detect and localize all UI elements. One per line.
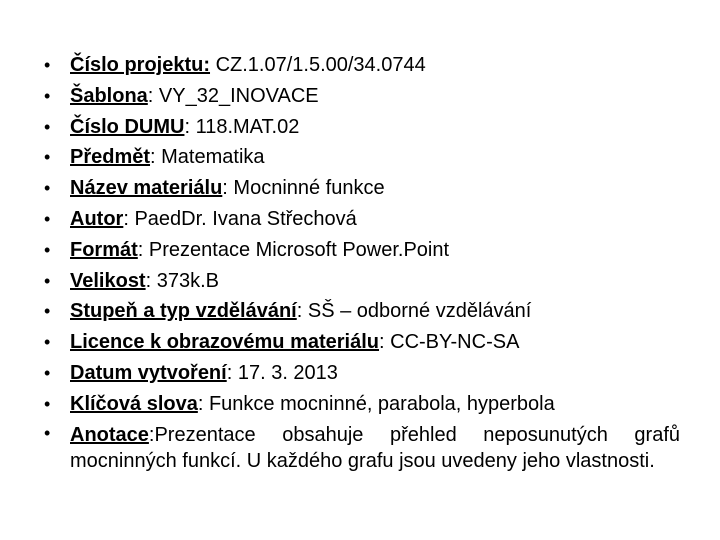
item-label: Licence k obrazovému materiálu — [70, 331, 380, 354]
item-label: Číslo projektu: — [70, 54, 211, 76]
bullet: • — [44, 332, 51, 353]
item-value: : Prezentace Microsoft Power.Point — [137, 238, 450, 261]
item-value: : Matematika — [150, 146, 265, 169]
bullet: • — [44, 208, 51, 229]
bullet: • — [44, 270, 51, 291]
item-label: Datum vytvoření — [70, 361, 227, 384]
list-item-format — [40, 235, 680, 266]
list-item-date-created — [40, 358, 680, 389]
item-label: Klíčová slova — [70, 392, 198, 415]
item-value: : 118.MAT.02 — [184, 115, 300, 138]
metadata-list — [40, 50, 680, 474]
item-value: : 373k.B — [145, 269, 219, 292]
list-item-keywords — [40, 389, 680, 420]
item-value: : 17. 3. 2013 — [226, 361, 338, 384]
item-value: CZ.1.07/1.5.00/34.0744 — [210, 54, 426, 76]
item-value: : Mocninné funkce — [222, 177, 385, 200]
item-value: : SŠ – odborné vzdělávání — [296, 300, 532, 323]
bullet: • — [44, 55, 51, 75]
item-value: : CC-BY-NC-SA — [379, 331, 520, 354]
bullet: • — [44, 178, 51, 199]
list-item-education-level — [40, 296, 680, 327]
list-item-annotation — [40, 420, 680, 474]
bullet: • — [44, 393, 51, 414]
item-label: Název materiálu — [70, 177, 223, 200]
item-label: Šablona — [70, 84, 148, 107]
list-item-subject — [40, 142, 680, 173]
item-label: Velikost — [70, 269, 146, 292]
list-item-project-number — [40, 50, 680, 81]
bullet: • — [44, 362, 51, 383]
item-value: : Funkce mocninné, parabola, hyperbola — [197, 392, 555, 415]
list-item-author — [40, 204, 680, 235]
list-item-license — [40, 327, 680, 358]
item-label: Anotace — [70, 423, 149, 446]
bullet: • — [44, 147, 51, 168]
item-label: Předmět — [70, 146, 151, 169]
list-item-dum-number — [40, 112, 680, 143]
bullet: • — [44, 239, 51, 260]
item-label: Stupeň a typ vzdělávání — [70, 300, 297, 323]
item-label: Autor — [70, 207, 124, 230]
bullet: • — [44, 422, 51, 443]
item-label: Formát — [70, 238, 138, 261]
item-value: : VY_32_INOVACE — [147, 84, 319, 107]
item-label: Číslo DUMU — [70, 115, 185, 138]
bullet: • — [44, 301, 51, 322]
list-item-size — [40, 266, 680, 297]
item-value: :Prezentace obsahuje přehled neposunutých grafů mocninných funkcí. U každého grafu jsou uvedeny jeho vlastnosti. — [70, 423, 680, 472]
bullet: • — [44, 85, 51, 106]
bullet: • — [44, 116, 51, 137]
list-item-template — [40, 81, 680, 112]
item-value: : PaedDr. Ivana Střechová — [123, 207, 357, 230]
list-item-material-name — [40, 173, 680, 204]
